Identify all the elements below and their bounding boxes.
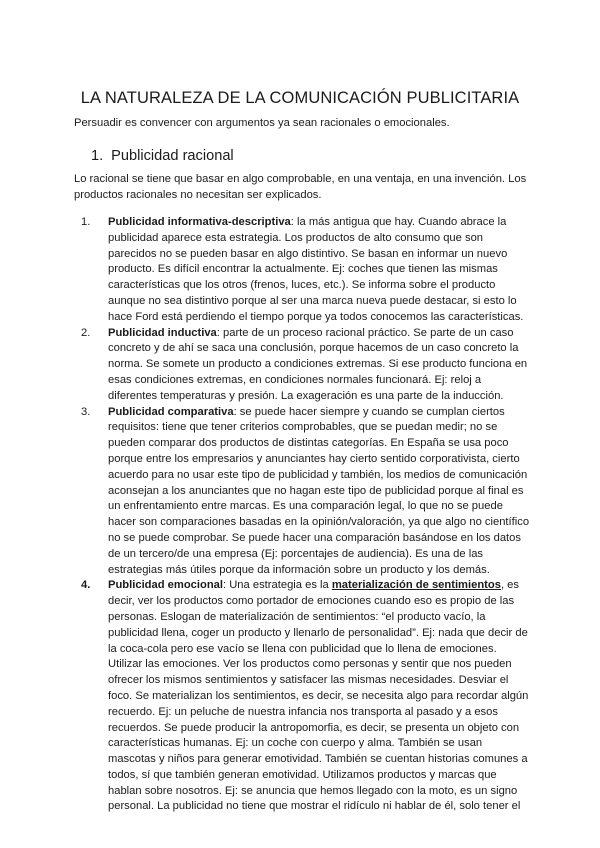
item-first-line bbox=[108, 215, 531, 231]
list-item bbox=[81, 215, 531, 326]
section-heading bbox=[91, 148, 234, 164]
item-term: Publicidad emocional bbox=[108, 579, 224, 592]
item-line: Utilizar las emociones. Ver los productos como personas y sentir que nos pueden bbox=[108, 658, 512, 671]
item-line: personas. Eslogan de materialización de sentimientos: “el producto vacío, la bbox=[108, 610, 486, 623]
item-text: , es bbox=[500, 579, 519, 592]
item-line: estrategias más útiles porque da información sobre un producto y los demás. bbox=[108, 563, 490, 576]
item-term: Publicidad comparativa bbox=[108, 405, 234, 418]
list-item bbox=[81, 405, 531, 579]
intro-text: Persuadir es convencer con argumentos ya sean racionales o emocionales. bbox=[74, 117, 450, 129]
section-title: Publicidad racional bbox=[111, 148, 234, 164]
item-line: publicidad aparece esta estrategia. Los productos de alto consumo que son bbox=[108, 231, 484, 244]
list-marker: 3. bbox=[81, 405, 91, 418]
item-line: todos, sí que también generan emotividad. Utilizamos productos y marcas que bbox=[108, 768, 497, 781]
item-line: de un tercero/de una empresa (Ej: porcentajes de audiencia). Es una de las bbox=[108, 547, 484, 560]
list-marker: 2. bbox=[81, 326, 91, 339]
item-line: porque entre los empresarios y anunciantes hay cierto sentido corporativista, cierto bbox=[108, 452, 520, 465]
item-line: concreto y de ahí se saca una conclusión, porque hacemos de un caso concreto la bbox=[108, 342, 519, 355]
item-line: hablan sobre nosotros. Ej: se anuncia que hemos llegado con la moto, es un signo bbox=[108, 784, 518, 797]
paragraph-line: productos racionales no necesitan ser explicados. bbox=[74, 188, 322, 201]
document-title: LA NATURALEZA DE LA COMUNICACIÓN PUBLICITARIA bbox=[80, 89, 520, 107]
item-line: pueden comparar dos productos de distintas categorías. En España se usa poco bbox=[108, 437, 509, 450]
item-text: : parte de un proceso racional práctico. Se parte de un caso bbox=[216, 326, 514, 339]
item-term: Publicidad informativa-descriptiva bbox=[108, 216, 291, 228]
item-line: recuerdo. Ej: un peluche de nuestra infancia nos transporta al pasado y a esos bbox=[108, 705, 498, 718]
list-item bbox=[81, 578, 531, 815]
item-line: publicidad llena, coger un producto y llenarlo de personalidad”. Ej: nada que decir de bbox=[108, 626, 528, 639]
item-term: Publicidad inductiva bbox=[108, 326, 217, 339]
strategy-list bbox=[81, 215, 531, 815]
item-line: características que los otros (frenos, luces, etc.). Se informa sobre el producto bbox=[108, 279, 496, 292]
list-marker: 1. bbox=[81, 216, 91, 228]
item-line: personal. La publicidad no tiene que mostrar el ridículo ni hablar de él, solo tener el bbox=[108, 800, 521, 813]
list-item bbox=[81, 326, 531, 405]
item-line: mascotas y niños para generar emotividad. También se cuentan historias comunes a bbox=[108, 753, 528, 766]
item-text: : se puede hacer siempre y cuando se cumplan ciertos bbox=[233, 405, 505, 418]
item-first-line bbox=[108, 405, 531, 421]
item-line: parecidos no se pueden basar en algo distintivo. Se basan en informar un nuevo bbox=[108, 247, 508, 260]
item-line: norma. Se somete un producto a condiciones extremas. Si ese producto funciona en bbox=[108, 358, 528, 371]
item-line: aconsejan a los anunciantes que no hagan este tipo de publicidad porque al final es bbox=[108, 484, 524, 497]
item-first-line bbox=[108, 578, 531, 594]
item-line: acuerdo para no usar este tipo de publicidad y también, los medios de comunicación bbox=[108, 468, 528, 481]
item-line: producto. Es difícil encontrar la actualmente. Ej: coches que tienen las mismas bbox=[108, 263, 498, 276]
section-number: 1. bbox=[91, 148, 104, 164]
item-line: características humanas. Ej: un coche con cuerpo y alma. También se usan bbox=[108, 737, 483, 750]
item-first-line bbox=[108, 326, 531, 342]
item-line: un enfrentamiento entre marcas. Es una comparación legal, lo que no se puede bbox=[108, 500, 503, 513]
item-text: : la más antigua que hay. Cuando abrace la bbox=[290, 216, 507, 228]
item-text: : Una estrategia es la bbox=[223, 579, 332, 592]
item-line: diferentes temperaturas y presión. La exageración es una parte de la inducción. bbox=[108, 389, 504, 402]
underlined-term: materialización de sentimientos bbox=[331, 579, 501, 592]
item-line: esas condiciones extremas, en condiciones normales funcionará. Ej: reloj a bbox=[108, 373, 482, 386]
item-line: no se puede comprobar. Se puede hacer una comparación basándose en los datos bbox=[108, 531, 521, 544]
item-line: decir, ver los productos como portador de emociones cuando eso es propio de las bbox=[108, 595, 515, 608]
item-line: hace Ford está perdiendo el tiempo porque ya todos conocemos las características. bbox=[108, 310, 524, 323]
item-line: ofrecer los mismos sentimientos y satisfacer las mismas necesidades. Desviar el bbox=[108, 674, 509, 687]
item-line: recuerdos. Se puede producir la antropomorfia, es decir, se presenta un objeto con bbox=[108, 721, 520, 734]
item-line: aunque no sea distintivo porque al ser una marca nueva puede destacar, si esto lo bbox=[108, 294, 517, 307]
item-line: foco. Se materializan los sentimientos, es decir, se necesita algo para recordar algún bbox=[108, 689, 529, 702]
list-marker: 4. bbox=[81, 579, 91, 592]
section-paragraph bbox=[74, 172, 534, 204]
paragraph-line: Lo racional se tiene que basar en algo comprobable, en una ventaja, en una invención. Los bbox=[74, 173, 527, 185]
item-line: requisitos: tiene que tener criterios comprobables, que se puedan medir; no se bbox=[108, 421, 498, 434]
item-line: hacer son comparaciones basadas en la opinión/valoración, ya que algo no científico bbox=[108, 516, 530, 529]
item-line: la coca-cola pero ese vacío se llena con publicidad que lo llena de emociones. bbox=[108, 642, 497, 655]
